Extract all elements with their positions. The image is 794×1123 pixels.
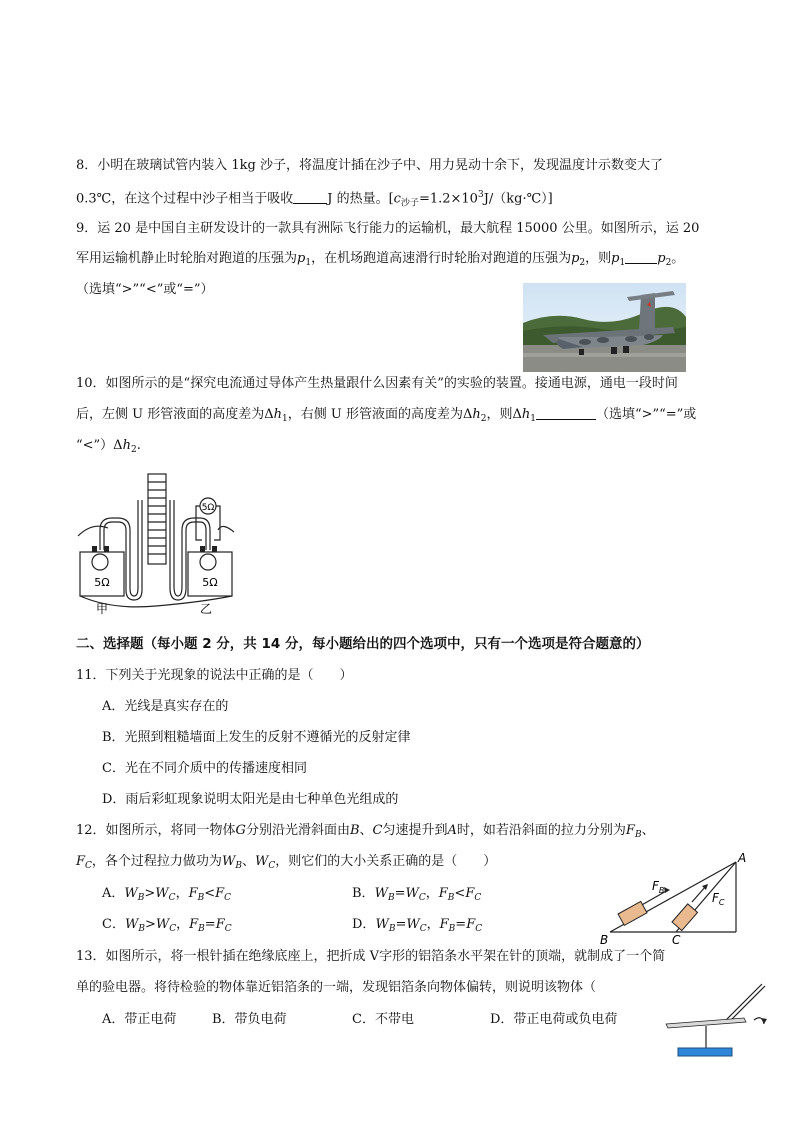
q10-line2: 后，左侧 U 形管液面的高度差为$\Delta h_1$，右侧 U 形管液面的高度差为$\Delta h_2$，则$\Delta h_1$ （选填“>”“=”或 [76, 407, 697, 424]
q12-option-d: D．$W_B=W_C$，$F_B=F_C$ [352, 917, 483, 934]
q12-line2: $F_C$，各个过程拉力做功为$W_B$、$W_C$，则它们的大小关系正确的是（ ） [76, 854, 497, 871]
fig-label-jia: 甲 [95, 602, 109, 616]
q13-option-a: A．带正电荷 [102, 1012, 177, 1027]
q12-option-c: C．$W_B>W_C$，$F_B=F_C$ [102, 917, 232, 934]
fig-r-left-label: 5Ω [94, 576, 110, 589]
q13-option-b: B．带负电荷 [212, 1012, 287, 1027]
q13-line1: 13．如图所示，将一根针插在绝缘底座上，把折成 V字形的铝箔条水平架在针的顶端，就制成了一个简 [76, 949, 666, 964]
fig-label-yi: 乙 [199, 602, 213, 616]
q9-line2: 军用运输机静止时轮胎对跑道的压强为$p_1$，在机场跑道高速滑行时轮胎对跑道的压强为$p_2$，则$p_1$ $p_2$。 [76, 251, 685, 268]
transport-aircraft-photo [523, 283, 686, 372]
q11-option-a: A．光线是真实存在的 [102, 699, 229, 714]
q8-line1: 8．小明在玻璃试管内装入 1kg 沙子，将温度计插在沙子中、用力晃动十余下，发现温度计示数变大了 [76, 158, 664, 173]
fig-r-right-label: 5Ω [202, 576, 218, 589]
q13-option-d: D．带正电荷或负电荷 [490, 1012, 618, 1027]
q8-line2: 0.3℃，在这个过程中沙子相当于吸收 J 的热量。$[c_{沙子}=1.2\times 10^3J/(kg\cdot℃)]$ [76, 190, 553, 209]
fig-r-top-label: 5Ω [201, 503, 215, 513]
q10-answer-blank [536, 406, 596, 420]
q8-answer-blank [293, 190, 327, 204]
q9-line3: （选填“>”“<”或“=”） [76, 282, 214, 297]
fig-point-c: C [672, 933, 681, 947]
q9-answer-blank [625, 250, 657, 264]
q13-option-c: C．不带电 [352, 1012, 414, 1027]
q11-stem: 11．下列关于光现象的说法中正确的是（ ） [76, 668, 353, 683]
q9-line1: 9．运 20 是中国自主研发设计的一款具有洲际飞行能力的运输机，最大航程 15000 公里。如图所示，运 20 [76, 221, 700, 236]
q13-line2: 单的验电器。将待检验的物体靠近铝箔条的一端，发现铝箔条向物体偏转，则说明该物体（ [76, 980, 597, 995]
inclined-planes-figure [596, 850, 762, 948]
q11-option-b: B．光照到粗糙墙面上发生的反射不遵循光的反射定律 [102, 730, 411, 745]
section2-heading: 二、选择题（每小题 2 分，共 14 分，每小题给出的四个选项中，只有一个选项是符合题意的） [76, 636, 650, 652]
fig-force-fc: $F_C$ [712, 891, 725, 907]
q12-option-b: B．$W_B=W_C$，$F_B<F_C$ [352, 886, 482, 903]
fig-point-a: A [738, 851, 747, 865]
q12-option-a: A．$W_B>W_C$，$F_B<F_C$ [102, 886, 232, 903]
q10-line3: “$<”)\Delta h_2$. [76, 438, 141, 455]
q11-option-c: C．光在不同介质中的传播速度相同 [102, 761, 307, 776]
q12-line1: 12．如图所示，将同一物体G分别沿光滑斜面由B、C匀速提升到A时，如若沿斜面的拉力分别为$F_B$、 [76, 823, 655, 840]
fig-force-fb: $F_B$ [652, 879, 665, 895]
q10-line1: 10．如图所示的是“探究电流通过导体产生热量跟什么因素有关”的实验的装置。接通电源，通电一段时间 [76, 376, 678, 391]
electroscope-figure [664, 980, 780, 1060]
q11-option-d: D．雨后彩虹现象说明太阳光是由七种单色光组成的 [102, 792, 399, 807]
fig-point-b: B [600, 933, 609, 947]
joule-heating-apparatus-figure [72, 470, 242, 620]
